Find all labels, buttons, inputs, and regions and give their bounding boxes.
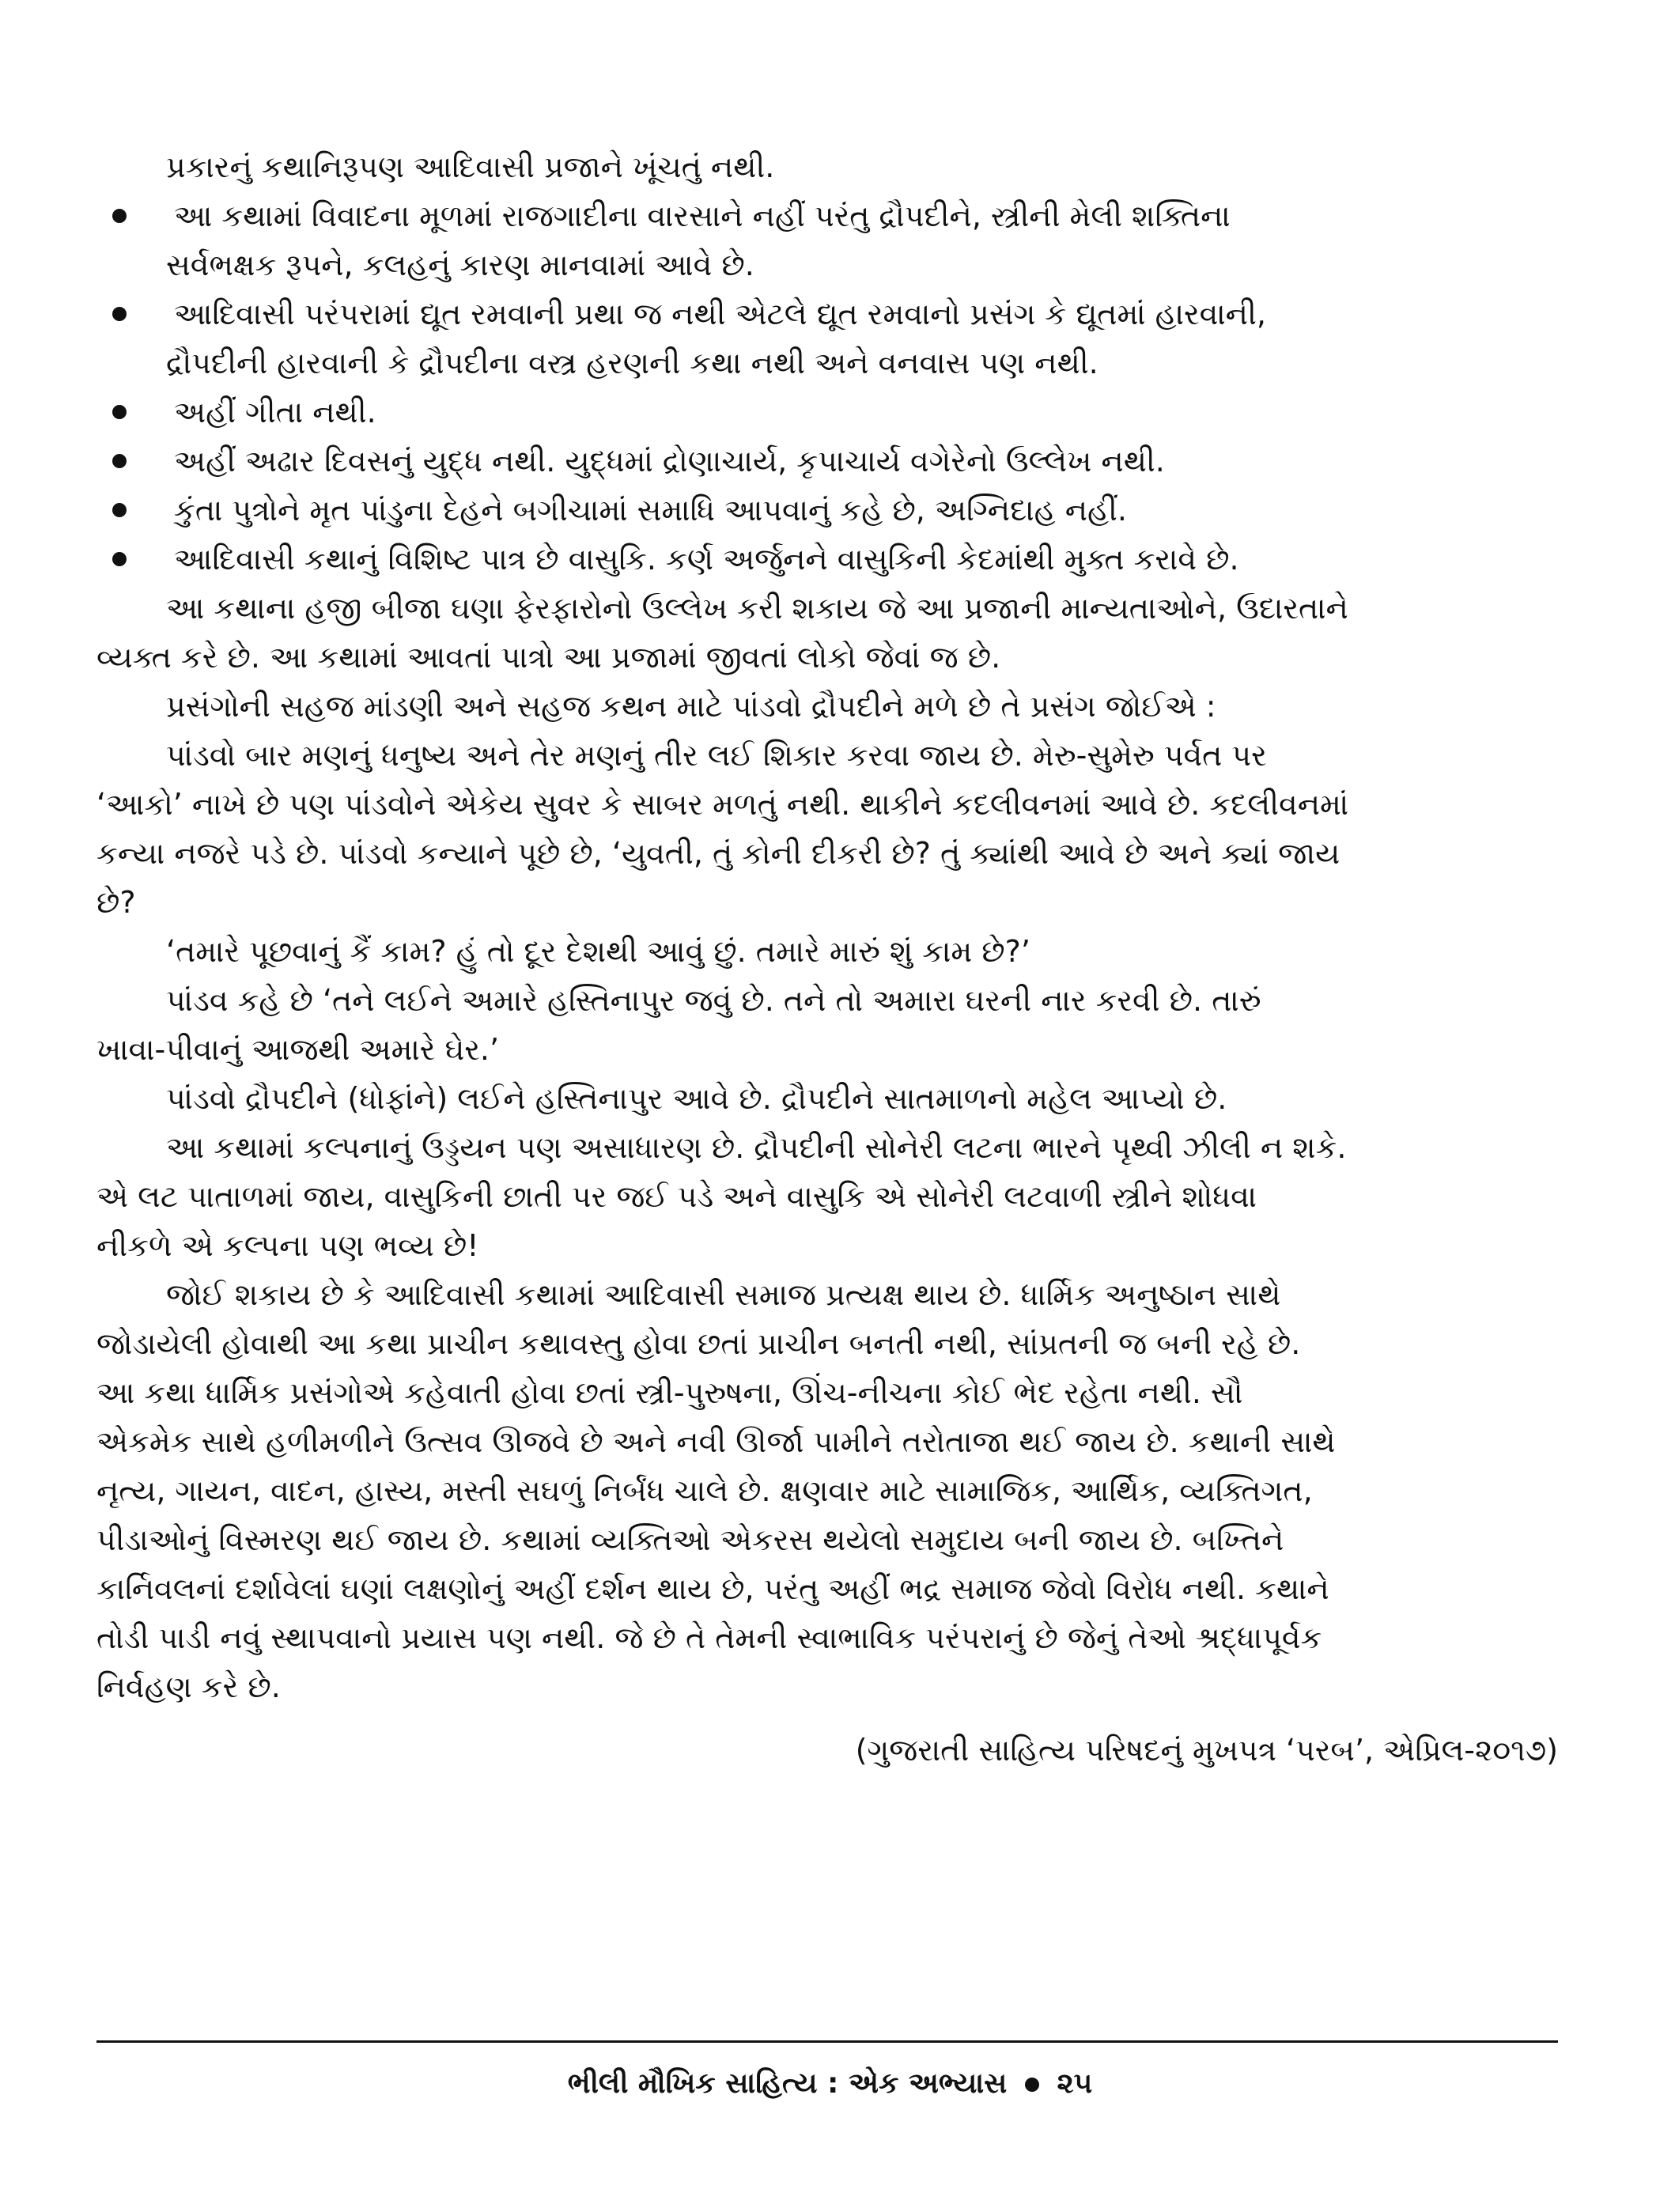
paragraph-line: એ લટ પાતાળમાં જાય, વાસુકિની છાતી પર જઈ પડે અને વાસુકિ એ સોનેરી લટવાળી સ્ત્રીને શોધવા: [96, 1179, 1257, 1214]
paragraph-line: પાંડવો બાર મણનું ધનુષ્ય અને તેર મણનું તીર લઈ શિકાર કરવા જાય છે. મેરુ-સુમેરુ પર્વત પર: [166, 738, 1267, 773]
paragraph-line: આ કથાના હજી બીજા ઘણા ફેરફારોનો ઉલ્લેખ કરી શકાય જે આ પ્રજાની માન્યતાઓને, ઉદારતાને: [166, 591, 1348, 626]
page-footer: [0, 2067, 1660, 2100]
bullet-icon: [112, 405, 127, 419]
bullet-item: [96, 289, 1558, 338]
page-number: ૨૫: [1057, 2067, 1093, 2100]
footer-title: ભીલી મૌખિક સાહિત્ય : એક અભ્યાસ: [567, 2067, 1008, 2100]
bullet-item: [96, 388, 1558, 437]
paragraph-line: એકમેક સાથે હળીમળીને ઉત્સવ ઊજવે છે અને નવી ઊર્જા પામીને તરોતાજા થઈ જાય છે. કથાની સાથે: [96, 1424, 1336, 1459]
paragraph-line: આ કથા ધાર્મિક પ્રસંગોએ કહેવાતી હોવા છતાં સ્ત્રી-પુરુષના, ઊંચ-નીચના કોઈ ભેદ રહેતા નથી. સૌ: [96, 1375, 1243, 1410]
bullet-list: [96, 191, 1558, 584]
paragraph-line: પાંડવો દ્રૌપદીને (ધોફાંને) લઈને હસ્તિનાપુર આવે છે. દ્રૌપદીને સાતમાળનો મહેલ આપ્યો છે.: [166, 1081, 1227, 1116]
bullet-icon: [112, 307, 127, 321]
bullet-item: [96, 535, 1558, 584]
paragraph-line: આ કથામાં કલ્પનાનું ઉડ્ડયન પણ અસાધારણ છે. દ્રૌપદીની સોનેરી લટના ભારને પૃથ્વી ઝીલી ન શકે.: [166, 1130, 1347, 1165]
source-citation: (ગુજરાતી સાહિત્ય પરિષદનું મુખપત્ર ‘પરબ’, એપ્રિલ-૨૦૧૭): [855, 1733, 1558, 1768]
paragraph-line: કાર્નિવલનાં દર્શાવેલાં ઘણાં લક્ષણોનું અહીં દર્શન થાય છે, પરંતુ અહીં ભદ્ર સમાજ જેવો વિરોધ નથી. કથાને: [96, 1571, 1329, 1606]
intro-line: પ્રકારનું કથાનિરૂપણ આદિવાસી પ્રજાને ખૂંચતું નથી.: [166, 149, 775, 184]
page-body: [96, 142, 1558, 1775]
bullet-text: અહીં અઢાર દિવસનું યુદ્ધ નથી. યુદ્ધમાં દ્રોણાચાર્ય, કૃપાચાર્ય વગેરેનો ઉલ્લેખ નથી.: [174, 444, 1165, 478]
paragraph-line: પીડાઓનું વિસ્મરણ થઈ જાય છે. કથામાં વ્યક્તિઓ એકરસ થયેલો સમુદાય બની જાય છે. બખ્તિને: [96, 1522, 1284, 1557]
paragraph-line: કન્યા નજરે પડે છે. પાંડવો કન્યાને પૂછે છે, ‘યુવતી, તું કોની દીકરી છે? તું ક્યાંથી આવે છે અને ક્યાં જાય: [96, 836, 1340, 871]
paragraph-line: નિર્વહણ કરે છે.: [96, 1669, 281, 1704]
bullet-icon: [112, 552, 127, 566]
paragraph-line: વ્યક્ત કરે છે. આ કથામાં આવતાં પાત્રો આ પ્રજામાં જીવતાં લોકો જેવાં જ છે.: [96, 640, 1001, 675]
bullet-text: આદિવાસી કથાનું વિશિષ્ટ પાત્ર છે વાસુકિ. કર્ણ અર્જુનને વાસુકિની કેદમાંથી મુક્ત કરાવે છે.: [174, 542, 1239, 577]
paragraph-line: જોઈ શકાય છે કે આદિવાસી કથામાં આદિવાસી સમાજ પ્રત્યક્ષ થાય છે. ધાર્મિક અનુષ્ઠાન સાથે: [166, 1277, 1281, 1312]
paragraph-line: ખાવા-પીવાનું આજથી અમારે ઘેર.’: [96, 1032, 500, 1067]
paragraph-line: પ્રસંગોની સહજ માંડણી અને સહજ કથન માટે પાંડવો દ્રૌપદીને મળે છે તે પ્રસંગ જોઈએ :: [166, 689, 1216, 724]
bullet-icon: [112, 209, 127, 223]
bullet-icon: [112, 503, 127, 517]
body-paragraphs: [96, 584, 1558, 1711]
bullet-item: [96, 486, 1558, 535]
paragraph-line: નીકળે એ કલ્પના પણ ભવ્ય છે!: [96, 1228, 479, 1263]
paragraph-line: ‘આકો’ નાખે છે પણ પાંડવોને એકેય સુવર કે સાબર મળતું નથી. થાકીને કદલીવનમાં આવે છે. કદલીવનમાં: [96, 787, 1349, 822]
bullet-item: [96, 437, 1558, 486]
paragraph-line: નૃત્ય, ગાયન, વાદન, હાસ્ય, મસ્તી સઘળું નિર્બંધ ચાલે છે. ક્ષણવાર માટે સામાજિક, આર્થિક, વ્યક્તિગત,: [96, 1473, 1313, 1508]
bullet-item: [96, 191, 1558, 240]
bullet-item-continuation: સર્વભક્ષક રૂપને, કલહનું કારણ માનવામાં આવે છે.: [166, 248, 754, 282]
bullet-separator-icon: [1025, 2078, 1039, 2092]
bullet-text: આદિવાસી પરંપરામાં દ્યૂત રમવાની પ્રથા જ નથી એટલે દ્યૂત રમવાનો પ્રસંગ કે દ્યૂતમાં હારવાની,: [174, 297, 1266, 331]
footer-rule: [96, 2040, 1558, 2043]
paragraph-line: છે?: [96, 885, 136, 920]
bullet-text: આ કથામાં વિવાદના મૂળમાં રાજગાદીના વારસાને નહીં પરંતુ દ્રૌપદીને, સ્ત્રીની મેલી શક્તિના: [174, 199, 1231, 233]
paragraph-line: તોડી પાડી નવું સ્થાપવાનો પ્રયાસ પણ નથી. જે છે તે તેમની સ્વાભાવિક પરંપરાનું છે જેનું તેઓ શ્રદ્ધાપૂર્વક: [96, 1620, 1322, 1655]
bullet-icon: [112, 454, 127, 468]
paragraph-line: પાંડવ કહે છે ‘તને લઈને અમારે હસ્તિનાપુર જવું છે. તને તો અમારા ઘરની નાર કરવી છે. તારું: [166, 983, 1261, 1018]
bullet-item-continuation: દ્રૌપદીની હારવાની કે દ્રૌપદીના વસ્ત્ર હરણની કથા નથી અને વનવાસ પણ નથી.: [166, 346, 1098, 380]
bullet-text: કુંતા પુત્રોને મૃત પાંડુના દેહને બગીચામાં સમાધિ આપવાનું કહે છે, અગ્નિદાહ નહીં.: [174, 493, 1127, 527]
paragraph-line: ‘તમારે પૂછવાનું કૈં કામ? હું તો દૂર દેશથી આવું છું. તમારે મારું શું કામ છે?’: [166, 934, 1030, 969]
bullet-text: અહીં ગીતા નથી.: [174, 395, 376, 429]
paragraph-line: જોડાયેલી હોવાથી આ કથા પ્રાચીન કથાવસ્તુ હોવા છતાં પ્રાચીન બનતી નથી, સાંપ્રતની જ બની રહે છે.: [96, 1326, 1301, 1361]
